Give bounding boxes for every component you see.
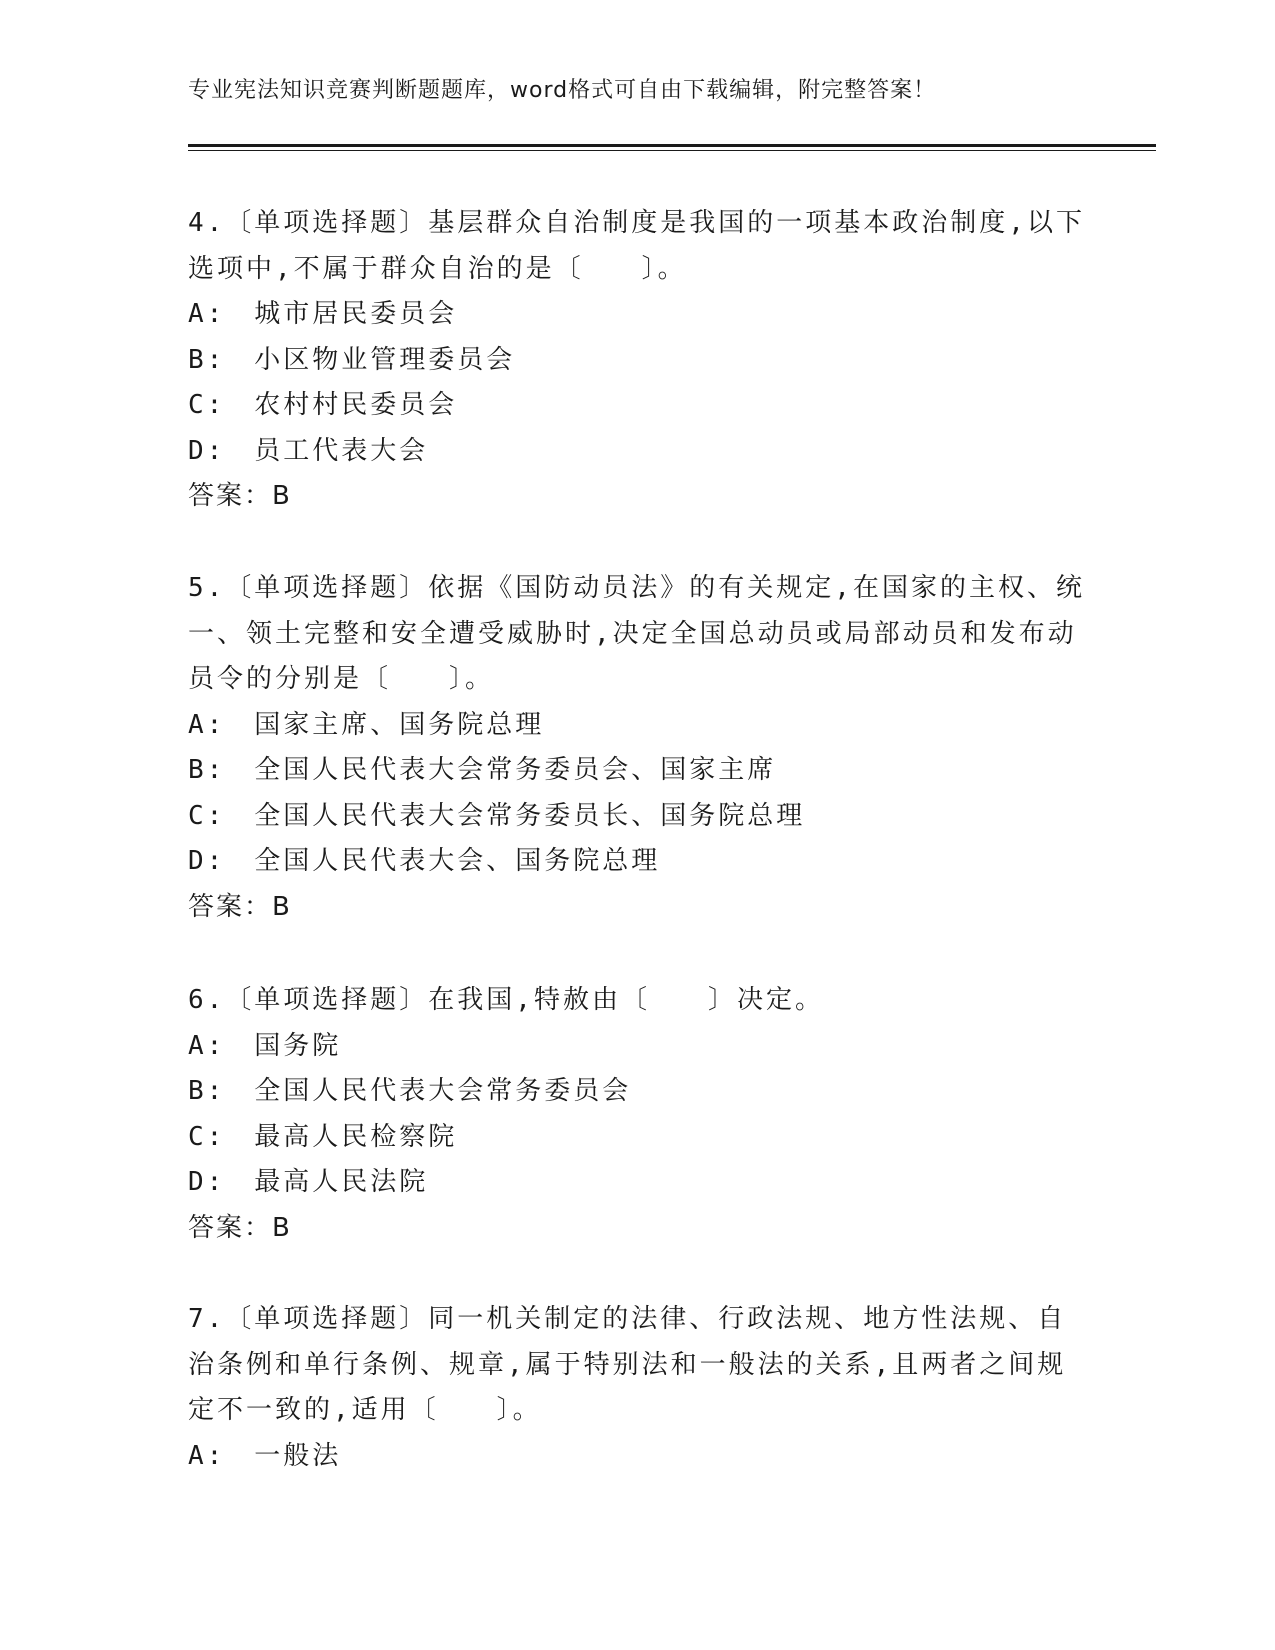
question-text-line: 治条例和单行条例、规章,属于特别法和一般法的关系,且两者之间规 bbox=[188, 1349, 1067, 1380]
option-d: D: 全国人民代表大会、国务院总理 bbox=[188, 846, 661, 876]
page-header-title: 专业宪法知识竞赛判断题题库，word格式可自由下载编辑，附完整答案！ bbox=[188, 78, 937, 103]
option-d: D: 员工代表大会 bbox=[188, 435, 429, 466]
question-5 bbox=[188, 566, 1088, 930]
option-c: C: 最高人民检察院 bbox=[188, 1121, 458, 1152]
header-rule-thick bbox=[188, 144, 1156, 147]
question-text-line: 一、领土完整和安全遭受威胁时,决定全国总动员或局部动员和发布动 bbox=[188, 618, 1077, 649]
question-7 bbox=[188, 1297, 1088, 1479]
option-a: A: 国家主席、国务院总理 bbox=[188, 709, 545, 740]
option-b: B: 全国人民代表大会常务委员会 bbox=[188, 1076, 632, 1106]
option-c: C: 农村村民委员会 bbox=[188, 390, 458, 420]
option-a: A: 国务院 bbox=[188, 1030, 342, 1061]
question-text-line: 选项中,不属于群众自治的是〔 〕。 bbox=[188, 253, 687, 284]
option-a: A: 一般法 bbox=[188, 1440, 342, 1471]
option-c: C: 全国人民代表大会常务委员长、国务院总理 bbox=[188, 800, 806, 831]
question-text-line: 定不一致的,适用〔 〕。 bbox=[188, 1395, 542, 1425]
question-6 bbox=[188, 978, 1088, 1251]
question-4 bbox=[188, 201, 1088, 520]
question-text-line: 4.〔单项选择题〕基层群众自治制度是我国的一项基本政治制度,以下 bbox=[188, 208, 1085, 238]
option-d: D: 最高人民法院 bbox=[188, 1167, 429, 1197]
question-text-line: 6.〔单项选择题〕在我国,特赦由〔 〕决定。 bbox=[188, 985, 824, 1015]
answer-line: 答案：B bbox=[188, 481, 292, 511]
answer-line: 答案：B bbox=[188, 1212, 292, 1243]
answer-line: 答案：B bbox=[188, 891, 292, 922]
option-b: B: 小区物业管理委员会 bbox=[188, 344, 516, 375]
question-text-line: 7.〔单项选择题〕同一机关制定的法律、行政法规、地方性法规、自 bbox=[188, 1304, 1067, 1334]
question-text-line: 5.〔单项选择题〕依据《国防动员法》的有关规定,在国家的主权、统 bbox=[188, 573, 1085, 603]
option-a: A: 城市居民委员会 bbox=[188, 299, 458, 329]
question-text-line: 员令的分别是〔 〕。 bbox=[188, 664, 495, 694]
option-b: B: 全国人民代表大会常务委员会、国家主席 bbox=[188, 755, 777, 785]
header-rule-thin bbox=[188, 150, 1156, 151]
